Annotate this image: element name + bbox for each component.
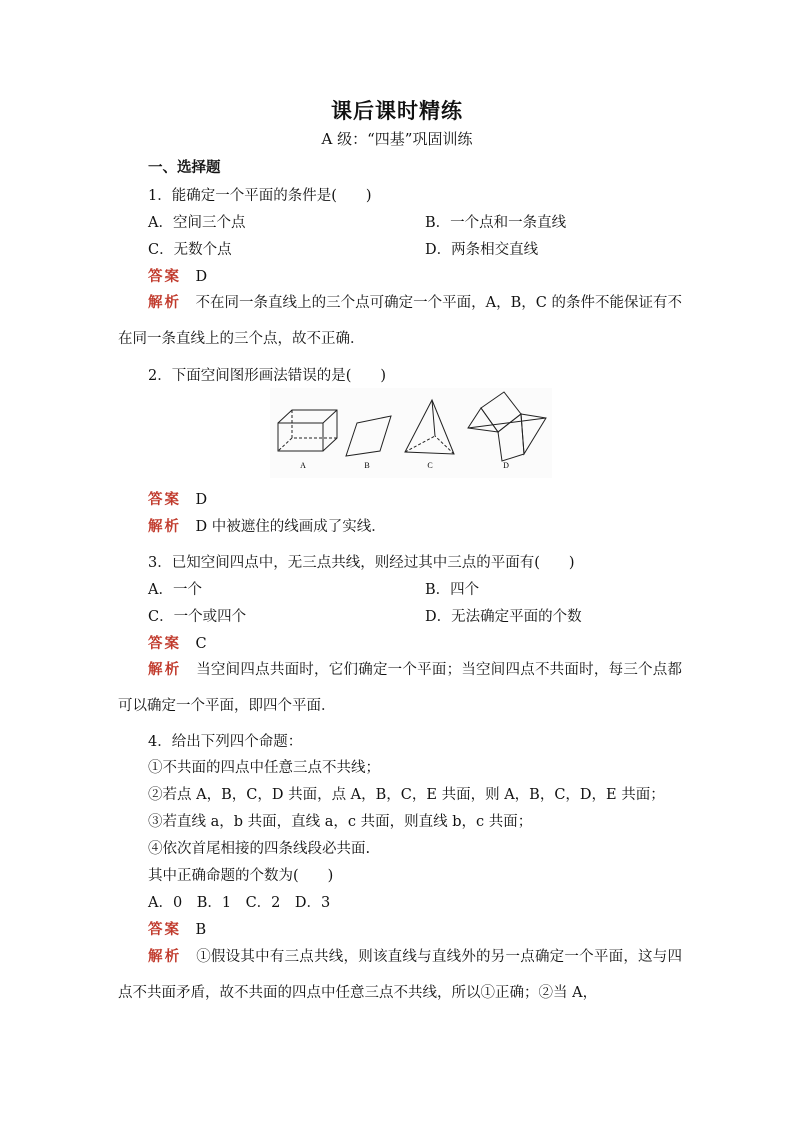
q4-stem: 4．给出下列四个命题： [148, 734, 303, 750]
q4-answer: B [195, 922, 207, 938]
q2-stem: 2．下面空间图形画法错误的是( ) [148, 368, 387, 384]
figure-label-a: A [300, 461, 306, 470]
q1-option-a: A．空间三个点 [148, 215, 246, 231]
section-heading: 一、选择题 [148, 159, 221, 176]
q1-answer: D [195, 269, 208, 285]
explain-label: 解析 [148, 661, 182, 678]
figure-a-cube [278, 410, 337, 451]
q2-answer: D [195, 492, 208, 508]
page-subtitle: A 级：“四基”巩固训练 [321, 130, 473, 148]
q4-proposition-3: ③若直线 a，b 共面，直线 a，c 共面，则直线 b，c 共面； [148, 814, 533, 830]
answer-label: 答案 [148, 635, 181, 652]
q1-option-b: B．一个点和一条直线 [425, 215, 567, 231]
q3-explain-text: 当空间四点共面时，它们确定一个平面；当空间四点不共面时，每三个点都可以确定一个平面，即四个平面． [118, 662, 683, 714]
q3-answer: C [195, 636, 207, 652]
answer-label: 答案 [148, 268, 181, 285]
q3-option-c: C．一个或四个 [148, 609, 247, 625]
q4-explain-text: ①假设其中有三点共线，则该直线与直线外的另一点确定一个平面，这与四点不共面矛盾，故不共面的四点中任意三点不共线，所以①正确；②当 A， [118, 949, 683, 1001]
q3-explanation [118, 652, 682, 724]
q1-stem: 1．能确定一个平面的条件是( ) [148, 188, 372, 204]
q2-figure [270, 388, 552, 478]
q4-proposition-1: ①不共面的四点中任意三点不共线； [148, 760, 380, 776]
figure-c-tetrahedron [405, 400, 454, 454]
q3-answer-row [148, 632, 207, 653]
q2-explain-text: D 中被遮住的线画成了实线． [195, 519, 386, 535]
q3-option-a: A．一个 [148, 582, 202, 598]
q2-answer-row [148, 488, 207, 509]
q3-option-d: D．无法确定平面的个数 [425, 609, 582, 625]
q4-answer-row [148, 918, 206, 939]
q4-proposition-2: ②若点 A，B，C，D 共面，点 A，B，C，E 共面，则 A，B，C，D，E 共面； [148, 787, 665, 803]
figure-label-b: B [364, 461, 370, 470]
answer-label: 答案 [148, 491, 181, 508]
q3-option-b: B．四个 [425, 582, 480, 598]
explain-label: 解析 [148, 294, 182, 311]
page-title: 课后课时精练 [331, 98, 463, 123]
answer-label: 答案 [148, 921, 181, 938]
q1-option-c: C．无数个点 [148, 242, 232, 258]
figure-label-d: D [503, 461, 509, 470]
explain-label: 解析 [148, 948, 182, 965]
figure-d-intersecting-planes [468, 392, 546, 461]
explain-label: 解析 [148, 518, 181, 535]
q2-explanation [118, 509, 682, 545]
q1-option-d: D．两条相交直线 [425, 242, 539, 258]
q4-explanation [118, 939, 682, 1011]
q3-stem: 3．已知空间四点中，无三点共线，则经过其中三点的平面有( ) [148, 555, 575, 571]
q4-proposition-4: ④依次首尾相接的四条线段必共面. [148, 841, 371, 857]
q4-options: A．0 B．1 C．2 D．3 [148, 895, 331, 911]
q1-explain-text: 不在同一条直线上的三个点可确定一个平面，A，B，C 的条件不能保证有不在同一条直线上的三个点，故不正确． [118, 295, 683, 347]
q4-question: 其中正确命题的个数为( ) [148, 868, 334, 884]
q1-explanation [118, 285, 682, 357]
q1-answer-row [148, 265, 207, 286]
figure-b-plane [346, 416, 391, 456]
figure-label-c: C [427, 461, 433, 470]
